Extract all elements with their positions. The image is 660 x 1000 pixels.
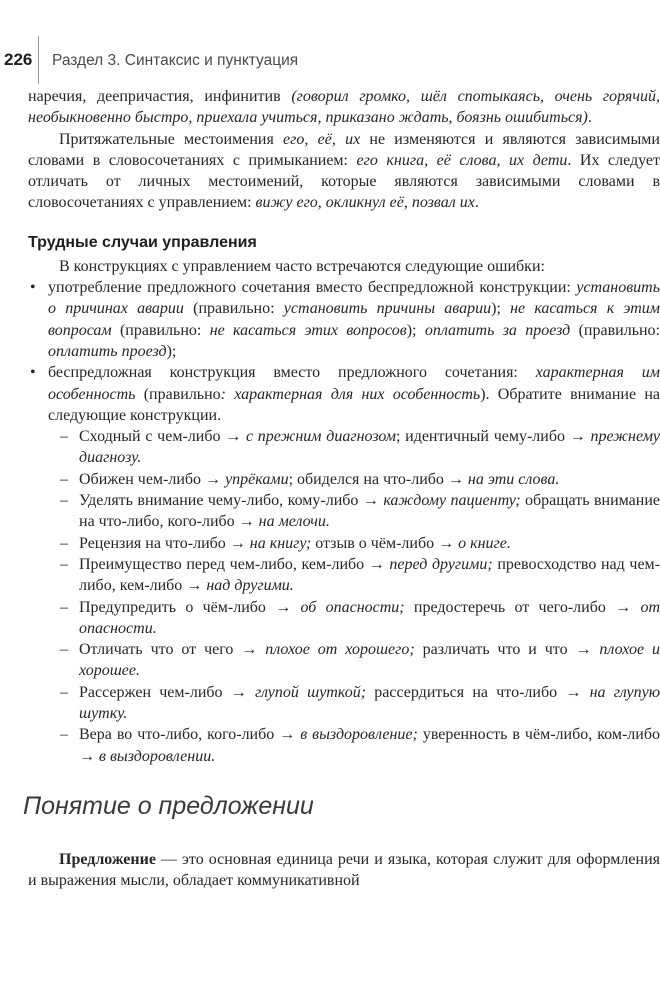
example-text: над другими. — [206, 577, 294, 595]
bullet-item — [28, 362, 660, 426]
paragraph-text: предостеречь от чего-либо → — [404, 598, 641, 616]
paragraph-text: Сходный с чем-либо → — [79, 428, 246, 446]
example-text: упрёками — [225, 470, 289, 488]
example-text: установить причины аварии — [283, 300, 492, 318]
paragraph-text: употребление предложного сочетания вместо беспредложной конструкции: — [48, 279, 577, 297]
example-text: прежнему диагнозу. — [79, 428, 660, 467]
dash-item — [28, 682, 660, 725]
dash-marker: – — [60, 683, 68, 701]
example-text: оплатить за проезд — [424, 321, 571, 339]
example-text: плохое и хорошее. — [79, 641, 660, 680]
paragraph-text: отзыв о чём-либо → — [311, 534, 459, 552]
example-text: : характерная для них особенность — [220, 385, 481, 403]
section-heading: Понятие о предложении — [23, 791, 314, 820]
dash-marker: – — [60, 726, 68, 744]
example-text: о книге. — [458, 534, 511, 552]
dash-marker: – — [60, 492, 68, 510]
paragraph-text: (правильно: — [111, 321, 210, 339]
dash-item — [28, 597, 660, 640]
example-text: не касаться этих вопросов — [209, 321, 407, 339]
example-text: характерная им особенность — [48, 364, 660, 403]
example-text: каждому пациенту; — [383, 492, 521, 510]
dash-item — [28, 533, 660, 554]
dash-marker: – — [60, 555, 68, 573]
paragraph-text: (правильно — [135, 385, 221, 403]
dash-item — [28, 469, 660, 490]
header-divider — [38, 36, 39, 84]
paragraph-text: ; идентичный чему-либо → — [395, 428, 591, 446]
page-body — [23, 86, 660, 892]
paragraph-text: Рассержен чем-либо → — [79, 683, 255, 701]
example-text: (говорил громко, шёл спотыкаясь, очень горячий, необыкновенно быстро, приехала учиться, приказано ждать, боязнь ошибиться) — [28, 88, 660, 127]
paragraph-text: различать что и что → — [414, 641, 600, 659]
dash-marker: – — [60, 470, 68, 488]
dash-item — [28, 490, 660, 533]
example-text: об опасности; — [300, 598, 405, 616]
paragraph-text: ). Обратите внимание на следующие конструкции. — [48, 385, 660, 424]
term-text: Предложение — [59, 850, 156, 868]
paragraph-text: — это основная единица речи и языка, которая служит для оформления и выражения мысли, обладает коммуникативной — [28, 850, 660, 890]
example-text: вижу его, окликнул её, позвал их — [255, 194, 475, 212]
paragraph-text: . — [474, 194, 479, 212]
bullet-marker: • — [30, 364, 36, 382]
example-text: не касаться к этим вопросам — [48, 300, 660, 339]
paragraph-text: превосходство над чем-либо, кем-либо → — [79, 555, 660, 595]
example-text: на глупую шутку. — [79, 683, 660, 723]
example-text: с прежним диагнозом — [245, 428, 396, 446]
paragraph-text: Обижен чем-либо → — [79, 470, 226, 488]
example-text: от опасности. — [79, 598, 660, 637]
dash-item — [28, 426, 660, 469]
paragraph-text: Вера во что-либо, кого-либо → — [79, 726, 301, 744]
paragraph-text: обращать внимание на что-либо, кого-либо → — [79, 492, 660, 531]
example-text: в выздоровление; — [300, 726, 418, 744]
example-text: в выздоровлении. — [99, 747, 216, 765]
paragraph-text: ); — [406, 321, 425, 339]
paragraph-text: . Их следует отличать от личных местоимений, которые являются зависимыми словами в словосочетаниях с управлением: — [28, 151, 660, 212]
dash-marker: – — [60, 598, 68, 616]
paragraph-adverbs — [28, 86, 660, 129]
example-text: его книга, её слова, их дети — [356, 151, 568, 169]
paragraph-text: Рецензия на что-либо → — [79, 534, 250, 552]
dash-item — [28, 724, 660, 767]
paragraph-text: ; обиделся на что-либо → — [288, 470, 468, 488]
paragraph-text: . — [587, 109, 592, 127]
example-text: на мелочи. — [258, 513, 330, 531]
paragraph-text: беспредложная конструкция вместо предложного сочетания: — [48, 364, 536, 382]
example-text: глупой шуткой; — [254, 683, 367, 701]
paragraph-text: наречия, деепричастия, инфинитив — [28, 88, 292, 105]
subheading: Трудные случаи управления — [28, 233, 257, 251]
paragraph-text: (правильно: — [570, 321, 660, 339]
example-text: плохое от хорошего; — [265, 641, 415, 659]
paragraph-text: уверенность в чём-либо, ком-либо → — [79, 726, 660, 765]
running-header-title: Раздел 3. Синтаксис и пунктуация — [52, 52, 299, 69]
paragraph-text: (правильно: — [183, 300, 284, 318]
bullet-marker: • — [30, 279, 36, 297]
dash-item — [28, 554, 660, 597]
bullet-item — [28, 277, 660, 362]
example-text: установить о причинах аварии — [48, 279, 660, 318]
dash-marker: – — [60, 428, 68, 446]
paragraph-text: Предупредить о чём-либо → — [79, 598, 301, 616]
definition-paragraph — [28, 849, 660, 892]
example-text: его, её, их — [283, 130, 361, 148]
paragraph-text: Уделять внимание чему-либо, кому-либо → — [79, 492, 384, 510]
paragraph-text: Преимущество перед чем-либо, кем-либо → — [79, 555, 390, 573]
paragraph-text: Отличать что от чего → — [79, 641, 266, 659]
dash-marker: – — [60, 641, 68, 659]
paragraph-text: Притяжательные местоимения — [59, 130, 284, 148]
example-text: на книгу; — [249, 534, 312, 552]
paragraph-possessive-pronouns — [28, 129, 660, 214]
example-text: на эти слова. — [467, 470, 560, 488]
dash-item — [28, 639, 660, 682]
paragraph-text: ); — [491, 300, 511, 318]
example-text: перед другими; — [389, 555, 493, 573]
paragraph-text: ); — [166, 342, 177, 360]
page-number: 226 — [4, 50, 33, 69]
paragraph-text: рассердиться на что-либо → — [366, 683, 590, 701]
dash-marker: – — [60, 534, 68, 552]
intro-paragraph: В конструкциях с управлением часто встречаются следующие ошибки: — [59, 257, 545, 275]
paragraph-text: не изменяются и являются зависимыми словами в словосочетаниях с примыканием: — [28, 130, 660, 169]
example-text: оплатить проезд — [48, 342, 167, 360]
